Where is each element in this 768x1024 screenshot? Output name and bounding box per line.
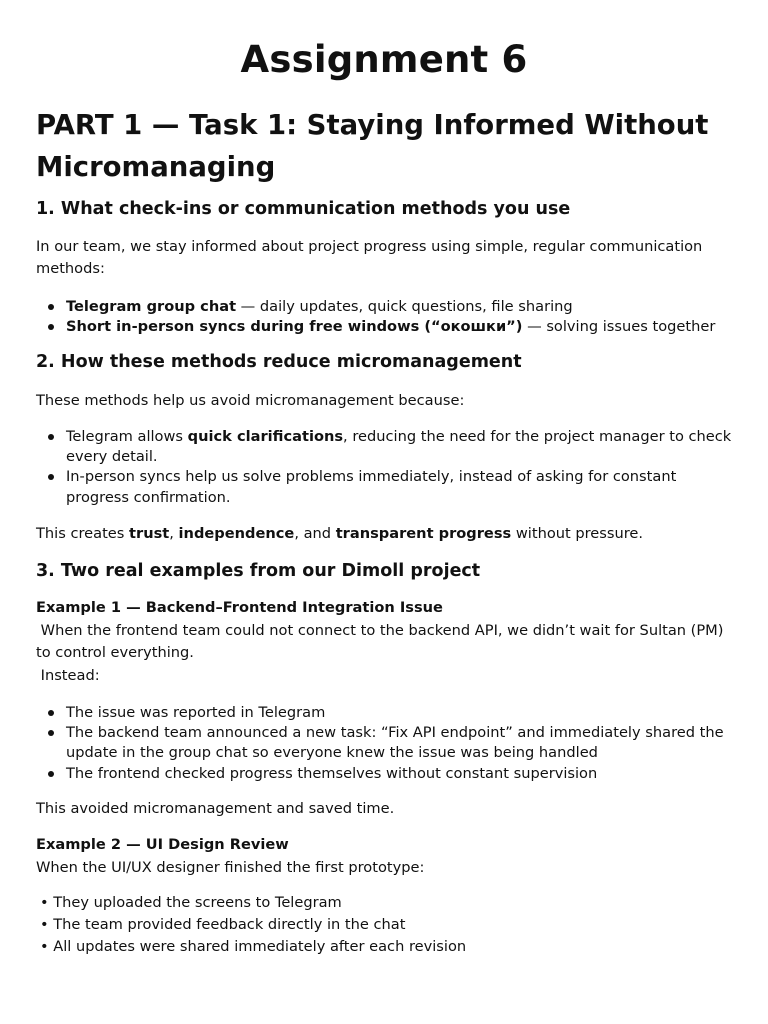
section-2-heading: 2. How these methods reduce micromanagement xyxy=(36,352,522,372)
list-item: • All updates were shared immediately after each revision xyxy=(40,938,467,955)
conclusion-text: , and xyxy=(294,525,336,542)
list-item-bold: Telegram group chat xyxy=(66,298,237,315)
example-2-text: When the UI/UX designer finished the first prototype: xyxy=(36,859,425,876)
list-item xyxy=(36,723,741,763)
example-1-instead: Instead: xyxy=(36,667,100,684)
list-item-text: In-person syncs help us solve problems immediately, instead of asking for constant progress confirmation. xyxy=(66,468,677,506)
list-item: • The team provided feedback directly in the chat xyxy=(40,916,406,933)
list-item-bold: Short in-person syncs during free windows (“окошки”) xyxy=(66,318,523,336)
section-2-list xyxy=(36,427,741,508)
list-item-text: , reducing the need for the project manager to check every detail. xyxy=(66,428,732,466)
section-2-conclusion xyxy=(36,523,736,545)
conclusion-text: This creates xyxy=(36,525,130,542)
conclusion-bold-independence: independence xyxy=(178,525,295,542)
list-item-text: The frontend checked progress themselves without constant supervision xyxy=(66,764,598,782)
section-1-heading: 1. What check-ins or communication methods you use xyxy=(36,199,571,219)
list-item xyxy=(36,703,741,723)
section-3-heading: 3. Two real examples from our Dimoll project xyxy=(36,561,481,581)
document-title: Assignment 6 xyxy=(240,38,528,81)
list-item-text: Telegram allows xyxy=(66,428,188,445)
example-2-title: Example 2 — UI Design Review xyxy=(36,836,289,853)
list-item-text: — solving issues together xyxy=(522,318,716,336)
example-1-list xyxy=(36,703,741,784)
section-1-list xyxy=(36,297,741,337)
conclusion-bold-transparent: transparent progress xyxy=(335,525,512,542)
list-item: • They uploaded the screens to Telegram xyxy=(40,894,342,911)
list-item xyxy=(36,427,741,467)
section-1-intro: In our team, we stay informed about project progress using simple, regular communication methods: xyxy=(36,238,703,277)
list-item-text: The backend team announced a new task: “Fix API endpoint” and immediately shared the update in the group chat so everyone knew the issue was being handled xyxy=(66,724,724,762)
example-1-title: Example 1 — Backend–Frontend Integration Issue xyxy=(36,599,443,616)
conclusion-text: without pressure. xyxy=(511,525,644,542)
list-item xyxy=(36,764,741,784)
example-1-result: This avoided micromanagement and saved time. xyxy=(36,800,395,817)
list-item xyxy=(36,297,741,317)
list-item-bold: quick clarifications xyxy=(187,428,344,445)
list-item xyxy=(36,467,741,507)
section-2-intro: These methods help us avoid micromanagement because: xyxy=(36,392,465,409)
part-title: PART 1 — Task 1: Staying Informed Without Micromanaging xyxy=(36,109,709,183)
list-item-text: — daily updates, quick questions, file sharing xyxy=(236,298,573,315)
conclusion-text: , xyxy=(169,525,179,542)
list-item xyxy=(36,317,741,337)
conclusion-bold-trust: trust xyxy=(129,525,170,542)
list-item-text: The issue was reported in Telegram xyxy=(66,704,326,721)
example-1-text: When the frontend team could not connect to the backend API, we didn’t wait for Sultan (PM) to control everything. xyxy=(36,622,729,661)
